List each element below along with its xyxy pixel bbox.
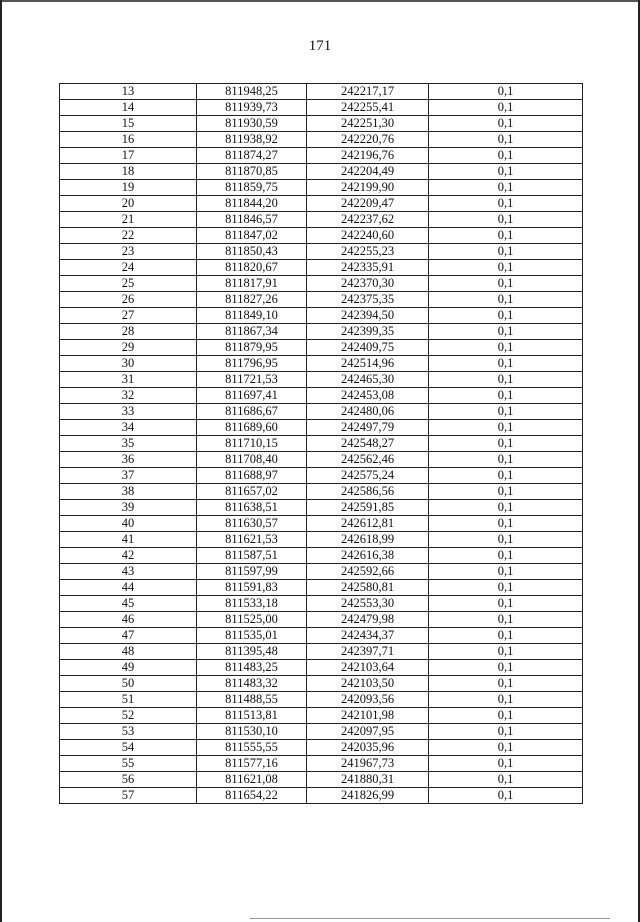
point-number-cell: 19 xyxy=(60,180,197,196)
x-coordinate-cell: 811395,48 xyxy=(197,644,307,660)
y-coordinate-cell: 242480,06 xyxy=(307,404,429,420)
point-number-cell: 50 xyxy=(60,676,197,692)
y-coordinate-cell: 242103,64 xyxy=(307,660,429,676)
y-coordinate-cell: 242220,76 xyxy=(307,132,429,148)
x-coordinate-cell: 811621,53 xyxy=(197,532,307,548)
table-row xyxy=(60,484,583,500)
point-number-cell: 20 xyxy=(60,196,197,212)
x-coordinate-cell: 811689,60 xyxy=(197,420,307,436)
scan-border-left xyxy=(0,0,2,922)
accuracy-cell: 0,1 xyxy=(429,516,583,532)
y-coordinate-cell: 242434,37 xyxy=(307,628,429,644)
y-coordinate-cell: 242497,79 xyxy=(307,420,429,436)
y-coordinate-cell: 242101,98 xyxy=(307,708,429,724)
accuracy-cell: 0,1 xyxy=(429,756,583,772)
accuracy-cell: 0,1 xyxy=(429,580,583,596)
y-coordinate-cell: 242553,30 xyxy=(307,596,429,612)
x-coordinate-cell: 811930,59 xyxy=(197,116,307,132)
y-coordinate-cell: 242204,49 xyxy=(307,164,429,180)
x-coordinate-cell: 811710,15 xyxy=(197,436,307,452)
point-number-cell: 52 xyxy=(60,708,197,724)
table-row xyxy=(60,372,583,388)
accuracy-cell: 0,1 xyxy=(429,116,583,132)
accuracy-cell: 0,1 xyxy=(429,340,583,356)
point-number-cell: 30 xyxy=(60,356,197,372)
point-number-cell: 40 xyxy=(60,516,197,532)
table-row xyxy=(60,772,583,788)
page-number: 171 xyxy=(308,38,332,54)
x-coordinate-cell: 811587,51 xyxy=(197,548,307,564)
table-row xyxy=(60,244,583,260)
point-number-cell: 39 xyxy=(60,500,197,516)
x-coordinate-cell: 811577,16 xyxy=(197,756,307,772)
table-row xyxy=(60,628,583,644)
y-coordinate-cell: 242592,66 xyxy=(307,564,429,580)
x-coordinate-cell: 811525,00 xyxy=(197,612,307,628)
accuracy-cell: 0,1 xyxy=(429,420,583,436)
y-coordinate-cell: 242586,56 xyxy=(307,484,429,500)
y-coordinate-cell: 242465,30 xyxy=(307,372,429,388)
y-coordinate-cell: 242093,56 xyxy=(307,692,429,708)
y-coordinate-cell: 242514,96 xyxy=(307,356,429,372)
x-coordinate-cell: 811555,55 xyxy=(197,740,307,756)
point-number-cell: 34 xyxy=(60,420,197,436)
point-number-cell: 48 xyxy=(60,644,197,660)
x-coordinate-cell: 811591,83 xyxy=(197,580,307,596)
bottom-edge-line xyxy=(250,918,610,919)
x-coordinate-cell: 811938,92 xyxy=(197,132,307,148)
y-coordinate-cell: 242255,23 xyxy=(307,244,429,260)
table-row xyxy=(60,132,583,148)
accuracy-cell: 0,1 xyxy=(429,740,583,756)
y-coordinate-cell: 242409,75 xyxy=(307,340,429,356)
y-coordinate-cell: 242035,96 xyxy=(307,740,429,756)
coordinates-table-body xyxy=(60,84,583,804)
point-number-cell: 54 xyxy=(60,740,197,756)
table-row xyxy=(60,276,583,292)
x-coordinate-cell: 811688,97 xyxy=(197,468,307,484)
point-number-cell: 28 xyxy=(60,324,197,340)
accuracy-cell: 0,1 xyxy=(429,84,583,100)
table-row xyxy=(60,596,583,612)
x-coordinate-cell: 811535,01 xyxy=(197,628,307,644)
y-coordinate-cell: 242196,76 xyxy=(307,148,429,164)
y-coordinate-cell: 242375,35 xyxy=(307,292,429,308)
table-row xyxy=(60,564,583,580)
accuracy-cell: 0,1 xyxy=(429,612,583,628)
y-coordinate-cell: 242591,85 xyxy=(307,500,429,516)
accuracy-cell: 0,1 xyxy=(429,564,583,580)
x-coordinate-cell: 811874,27 xyxy=(197,148,307,164)
accuracy-cell: 0,1 xyxy=(429,500,583,516)
table-row xyxy=(60,228,583,244)
accuracy-cell: 0,1 xyxy=(429,372,583,388)
y-coordinate-cell: 242237,62 xyxy=(307,212,429,228)
point-number-cell: 21 xyxy=(60,212,197,228)
point-number-cell: 18 xyxy=(60,164,197,180)
table-row xyxy=(60,532,583,548)
x-coordinate-cell: 811483,25 xyxy=(197,660,307,676)
point-number-cell: 16 xyxy=(60,132,197,148)
y-coordinate-cell: 242612,81 xyxy=(307,516,429,532)
point-number-cell: 29 xyxy=(60,340,197,356)
y-coordinate-cell: 242209,47 xyxy=(307,196,429,212)
table-row xyxy=(60,116,583,132)
coordinates-table xyxy=(59,83,583,804)
point-number-cell: 35 xyxy=(60,436,197,452)
point-number-cell: 38 xyxy=(60,484,197,500)
table-row xyxy=(60,164,583,180)
y-coordinate-cell: 242548,27 xyxy=(307,436,429,452)
accuracy-cell: 0,1 xyxy=(429,484,583,500)
accuracy-cell: 0,1 xyxy=(429,388,583,404)
point-number-cell: 42 xyxy=(60,548,197,564)
x-coordinate-cell: 811533,18 xyxy=(197,596,307,612)
table-row xyxy=(60,196,583,212)
point-number-cell: 22 xyxy=(60,228,197,244)
point-number-cell: 46 xyxy=(60,612,197,628)
x-coordinate-cell: 811697,41 xyxy=(197,388,307,404)
point-number-cell: 51 xyxy=(60,692,197,708)
accuracy-cell: 0,1 xyxy=(429,436,583,452)
y-coordinate-cell: 242251,30 xyxy=(307,116,429,132)
accuracy-cell: 0,1 xyxy=(429,244,583,260)
point-number-cell: 24 xyxy=(60,260,197,276)
y-coordinate-cell: 242580,81 xyxy=(307,580,429,596)
table-row xyxy=(60,516,583,532)
table-row xyxy=(60,180,583,196)
x-coordinate-cell: 811870,85 xyxy=(197,164,307,180)
accuracy-cell: 0,1 xyxy=(429,180,583,196)
accuracy-cell: 0,1 xyxy=(429,708,583,724)
table-row xyxy=(60,468,583,484)
table-row xyxy=(60,756,583,772)
accuracy-cell: 0,1 xyxy=(429,644,583,660)
table-row xyxy=(60,148,583,164)
x-coordinate-cell: 811879,95 xyxy=(197,340,307,356)
accuracy-cell: 0,1 xyxy=(429,692,583,708)
x-coordinate-cell: 811513,81 xyxy=(197,708,307,724)
accuracy-cell: 0,1 xyxy=(429,260,583,276)
point-number-cell: 17 xyxy=(60,148,197,164)
table-row xyxy=(60,340,583,356)
table-row xyxy=(60,548,583,564)
table-row xyxy=(60,724,583,740)
accuracy-cell: 0,1 xyxy=(429,452,583,468)
x-coordinate-cell: 811796,95 xyxy=(197,356,307,372)
point-number-cell: 57 xyxy=(60,788,197,804)
table-row xyxy=(60,660,583,676)
point-number-cell: 41 xyxy=(60,532,197,548)
y-coordinate-cell: 242255,41 xyxy=(307,100,429,116)
table-row xyxy=(60,644,583,660)
accuracy-cell: 0,1 xyxy=(429,628,583,644)
accuracy-cell: 0,1 xyxy=(429,724,583,740)
y-coordinate-cell: 241880,31 xyxy=(307,772,429,788)
point-number-cell: 25 xyxy=(60,276,197,292)
table-row xyxy=(60,260,583,276)
table-row xyxy=(60,740,583,756)
x-coordinate-cell: 811708,40 xyxy=(197,452,307,468)
y-coordinate-cell: 242397,71 xyxy=(307,644,429,660)
y-coordinate-cell: 242103,50 xyxy=(307,676,429,692)
table-row xyxy=(60,324,583,340)
table-row xyxy=(60,612,583,628)
y-coordinate-cell: 242199,90 xyxy=(307,180,429,196)
point-number-cell: 14 xyxy=(60,100,197,116)
table-row xyxy=(60,212,583,228)
accuracy-cell: 0,1 xyxy=(429,324,583,340)
scan-border-top xyxy=(0,0,640,2)
x-coordinate-cell: 811597,99 xyxy=(197,564,307,580)
y-coordinate-cell: 242217,17 xyxy=(307,84,429,100)
accuracy-cell: 0,1 xyxy=(429,132,583,148)
y-coordinate-cell: 242399,35 xyxy=(307,324,429,340)
y-coordinate-cell: 242097,95 xyxy=(307,724,429,740)
table-row xyxy=(60,500,583,516)
accuracy-cell: 0,1 xyxy=(429,148,583,164)
point-number-cell: 31 xyxy=(60,372,197,388)
table-row xyxy=(60,452,583,468)
point-number-cell: 15 xyxy=(60,116,197,132)
x-coordinate-cell: 811488,55 xyxy=(197,692,307,708)
y-coordinate-cell: 242394,50 xyxy=(307,308,429,324)
table-row xyxy=(60,708,583,724)
table-row xyxy=(60,356,583,372)
x-coordinate-cell: 811530,10 xyxy=(197,724,307,740)
point-number-cell: 33 xyxy=(60,404,197,420)
table-row xyxy=(60,404,583,420)
point-number-cell: 53 xyxy=(60,724,197,740)
x-coordinate-cell: 811847,02 xyxy=(197,228,307,244)
accuracy-cell: 0,1 xyxy=(429,404,583,420)
point-number-cell: 13 xyxy=(60,84,197,100)
point-number-cell: 27 xyxy=(60,308,197,324)
point-number-cell: 23 xyxy=(60,244,197,260)
x-coordinate-cell: 811859,75 xyxy=(197,180,307,196)
y-coordinate-cell: 242575,24 xyxy=(307,468,429,484)
point-number-cell: 43 xyxy=(60,564,197,580)
y-coordinate-cell: 241826,99 xyxy=(307,788,429,804)
x-coordinate-cell: 811638,51 xyxy=(197,500,307,516)
x-coordinate-cell: 811827,26 xyxy=(197,292,307,308)
x-coordinate-cell: 811721,53 xyxy=(197,372,307,388)
accuracy-cell: 0,1 xyxy=(429,548,583,564)
x-coordinate-cell: 811849,10 xyxy=(197,308,307,324)
table-row xyxy=(60,580,583,596)
table-row xyxy=(60,292,583,308)
y-coordinate-cell: 242335,91 xyxy=(307,260,429,276)
accuracy-cell: 0,1 xyxy=(429,660,583,676)
accuracy-cell: 0,1 xyxy=(429,676,583,692)
accuracy-cell: 0,1 xyxy=(429,532,583,548)
x-coordinate-cell: 811654,22 xyxy=(197,788,307,804)
table-row xyxy=(60,388,583,404)
accuracy-cell: 0,1 xyxy=(429,100,583,116)
point-number-cell: 26 xyxy=(60,292,197,308)
x-coordinate-cell: 811483,32 xyxy=(197,676,307,692)
y-coordinate-cell: 242562,46 xyxy=(307,452,429,468)
point-number-cell: 36 xyxy=(60,452,197,468)
table-row xyxy=(60,308,583,324)
accuracy-cell: 0,1 xyxy=(429,356,583,372)
accuracy-cell: 0,1 xyxy=(429,788,583,804)
x-coordinate-cell: 811820,67 xyxy=(197,260,307,276)
accuracy-cell: 0,1 xyxy=(429,308,583,324)
table-row xyxy=(60,84,583,100)
accuracy-cell: 0,1 xyxy=(429,196,583,212)
point-number-cell: 45 xyxy=(60,596,197,612)
point-number-cell: 37 xyxy=(60,468,197,484)
accuracy-cell: 0,1 xyxy=(429,596,583,612)
y-coordinate-cell: 242370,30 xyxy=(307,276,429,292)
y-coordinate-cell: 242616,38 xyxy=(307,548,429,564)
table-row xyxy=(60,436,583,452)
point-number-cell: 32 xyxy=(60,388,197,404)
x-coordinate-cell: 811867,34 xyxy=(197,324,307,340)
point-number-cell: 44 xyxy=(60,580,197,596)
accuracy-cell: 0,1 xyxy=(429,772,583,788)
y-coordinate-cell: 242240,60 xyxy=(307,228,429,244)
y-coordinate-cell: 241967,73 xyxy=(307,756,429,772)
x-coordinate-cell: 811686,67 xyxy=(197,404,307,420)
x-coordinate-cell: 811939,73 xyxy=(197,100,307,116)
y-coordinate-cell: 242479,98 xyxy=(307,612,429,628)
accuracy-cell: 0,1 xyxy=(429,276,583,292)
point-number-cell: 55 xyxy=(60,756,197,772)
table-row xyxy=(60,420,583,436)
accuracy-cell: 0,1 xyxy=(429,164,583,180)
x-coordinate-cell: 811817,91 xyxy=(197,276,307,292)
point-number-cell: 56 xyxy=(60,772,197,788)
y-coordinate-cell: 242618,99 xyxy=(307,532,429,548)
x-coordinate-cell: 811850,43 xyxy=(197,244,307,260)
accuracy-cell: 0,1 xyxy=(429,228,583,244)
accuracy-cell: 0,1 xyxy=(429,468,583,484)
table-row xyxy=(60,100,583,116)
x-coordinate-cell: 811844,20 xyxy=(197,196,307,212)
table-row xyxy=(60,692,583,708)
accuracy-cell: 0,1 xyxy=(429,212,583,228)
x-coordinate-cell: 811657,02 xyxy=(197,484,307,500)
point-number-cell: 47 xyxy=(60,628,197,644)
x-coordinate-cell: 811846,57 xyxy=(197,212,307,228)
x-coordinate-cell: 811948,25 xyxy=(197,84,307,100)
y-coordinate-cell: 242453,08 xyxy=(307,388,429,404)
accuracy-cell: 0,1 xyxy=(429,292,583,308)
x-coordinate-cell: 811630,57 xyxy=(197,516,307,532)
x-coordinate-cell: 811621,08 xyxy=(197,772,307,788)
point-number-cell: 49 xyxy=(60,660,197,676)
table-row xyxy=(60,788,583,804)
table-row xyxy=(60,676,583,692)
